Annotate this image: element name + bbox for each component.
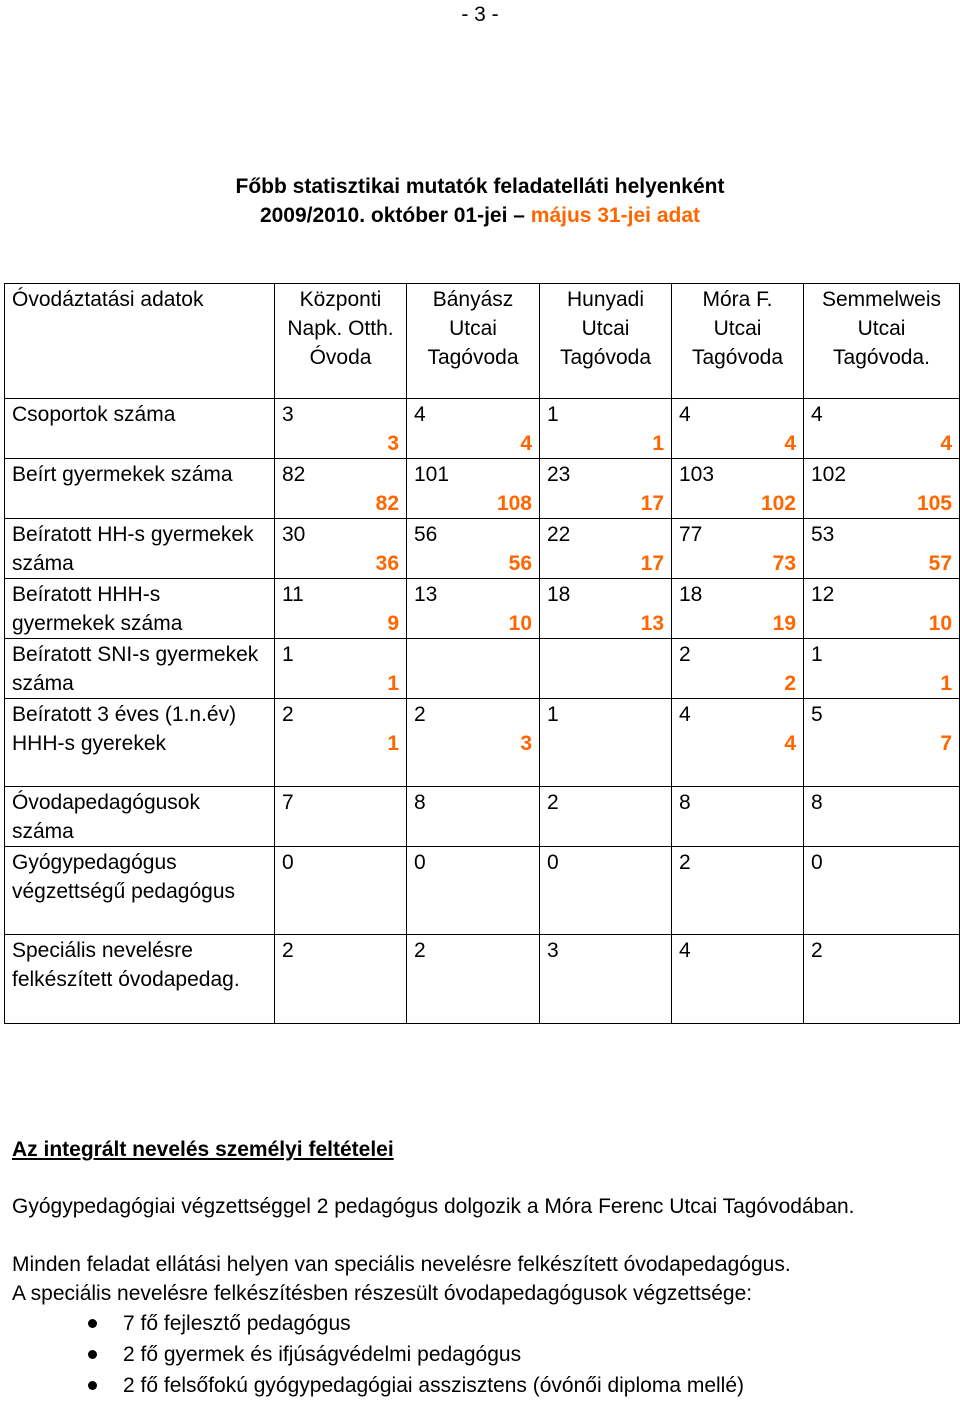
document-title — [0, 172, 960, 230]
data-cell — [540, 459, 672, 519]
data-cell: 3 — [540, 935, 672, 1024]
cell-value-bottom: 1 — [387, 672, 399, 695]
cell-value-bottom: 102 — [760, 492, 796, 515]
table-row — [5, 519, 960, 579]
cell-value-bottom: 17 — [640, 552, 664, 575]
cell-value-bottom: 108 — [496, 492, 532, 515]
cell-value-bottom: 1 — [652, 432, 664, 455]
cell-value-top: 1 — [811, 643, 823, 666]
data-cell — [407, 399, 540, 459]
section-heading: Az integrált nevelés személyi feltételei — [12, 1138, 394, 1161]
table-row — [5, 459, 960, 519]
data-cell — [672, 639, 804, 699]
cell-value-bottom: 19 — [772, 612, 796, 635]
cell-value-top: 56 — [414, 523, 438, 546]
header-cell: Bányász Utcai Tagóvoda — [407, 284, 540, 399]
data-cell — [672, 459, 804, 519]
cell-value-top: 12 — [811, 583, 835, 606]
cell-value-bottom: 7 — [940, 732, 952, 755]
table-header-row — [5, 284, 960, 399]
data-cell — [275, 399, 407, 459]
data-cell — [804, 579, 960, 639]
cell-value-top: 101 — [414, 463, 450, 486]
cell-value-top: 103 — [679, 463, 715, 486]
data-cell: 2 — [672, 847, 804, 935]
table-row — [5, 935, 960, 1024]
cell-value-bottom: 56 — [508, 552, 532, 575]
table-row — [5, 399, 960, 459]
data-cell — [407, 519, 540, 579]
title-date-accent: május 31-jei adat — [530, 204, 701, 227]
cell-value-bottom: 73 — [772, 552, 796, 575]
bullet-icon — [88, 1381, 97, 1390]
header-cell: Móra F. Utcai Tagóvoda — [672, 284, 804, 399]
header-cell: Központi Napk. Otth. Óvoda — [275, 284, 407, 399]
page-number: - 3 - — [461, 3, 499, 26]
row-label: Beíratott 3 éves (1.n.év) HHH-s gyerekek — [5, 699, 275, 787]
table-row — [5, 699, 960, 787]
list-item — [12, 1370, 744, 1401]
data-cell — [275, 699, 407, 787]
row-label: Beíratott HHH-s gyermekek száma — [5, 579, 275, 639]
cell-value-bottom: 13 — [640, 612, 664, 635]
cell-value-bottom: 4 — [784, 432, 796, 455]
data-cell — [540, 579, 672, 639]
data-cell — [275, 579, 407, 639]
cell-value-bottom: 17 — [640, 492, 664, 515]
cell-value-top: 4 — [679, 403, 691, 426]
cell-value-top: 4 — [811, 403, 823, 426]
header-cell: Hunyadi Utcai Tagóvoda — [540, 284, 672, 399]
data-cell: 8 — [804, 787, 960, 847]
data-cell — [540, 519, 672, 579]
data-cell — [275, 639, 407, 699]
data-cell — [804, 519, 960, 579]
data-cell: 8 — [672, 787, 804, 847]
data-cell — [804, 399, 960, 459]
table-row — [5, 579, 960, 639]
title-date-prefix: 2009/2010. október 01-jei – — [259, 204, 531, 227]
bullet-icon — [88, 1350, 97, 1359]
cell-value-bottom: 1 — [387, 732, 399, 755]
row-label: Beíratott SNI-s gyermekek száma — [5, 639, 275, 699]
cell-value-top: 77 — [679, 523, 703, 546]
paragraph-specialists: Gyógypedagógiai végzettséggel 2 pedagógus dolgozik a Móra Ferenc Utcai Tagóvodában. — [12, 1195, 855, 1218]
table-row — [5, 787, 960, 847]
data-cell: 2 — [407, 935, 540, 1024]
data-cell: 8 — [407, 787, 540, 847]
bullet-icon — [88, 1319, 97, 1328]
header-cell: Óvodáztatási adatok — [5, 284, 275, 399]
cell-value-top: 18 — [679, 583, 703, 606]
cell-value-top: 4 — [679, 703, 691, 726]
data-cell — [804, 639, 960, 699]
cell-value-bottom: 3 — [520, 732, 532, 755]
cell-value-top: 18 — [547, 583, 571, 606]
cell-value-top: 82 — [282, 463, 306, 486]
cell-value-bottom: 4 — [784, 732, 796, 755]
row-label: Óvodapedagógusok száma — [5, 787, 275, 847]
data-cell — [275, 519, 407, 579]
cell-value-top: 11 — [282, 583, 304, 606]
cell-value-top: 2 — [414, 703, 426, 726]
cell-value-top: 13 — [414, 583, 438, 606]
list-item — [12, 1308, 744, 1339]
table-row — [5, 847, 960, 935]
data-cell: 0 — [407, 847, 540, 935]
list-item-text: 2 fő gyermek és ifjúságvédelmi pedagógus — [123, 1343, 522, 1366]
data-cell — [540, 399, 672, 459]
data-cell: 2 — [275, 935, 407, 1024]
title-line-2 — [0, 201, 960, 230]
cell-value-top: 5 — [811, 703, 823, 726]
cell-value-top: 1 — [547, 703, 559, 726]
data-cell: 7 — [275, 787, 407, 847]
cell-value-top: 2 — [679, 643, 691, 666]
row-label: Speciális nevelésre felkészített óvodapedag. — [5, 935, 275, 1024]
table-row — [5, 639, 960, 699]
cell-value-bottom: 82 — [375, 492, 399, 515]
cell-value-top: 23 — [547, 463, 571, 486]
data-cell — [275, 459, 407, 519]
paragraph-qualifications: A speciális nevelésre felkészítésben részesült óvodapedagógusok végzettsége: — [12, 1282, 753, 1305]
list-item-text: 7 fő fejlesztő pedagógus — [123, 1312, 351, 1335]
paragraph-coverage: Minden feladat ellátási helyen van speciális nevelésre felkészített óvodapedagógus. — [12, 1253, 791, 1276]
cell-value-bottom: 1 — [940, 672, 952, 695]
cell-value-bottom: 9 — [387, 612, 399, 635]
cell-value-top: 102 — [811, 463, 847, 486]
cell-value-bottom: 105 — [916, 492, 952, 515]
list-item-text: 2 fő felsőfokú gyógypedagógiai asszisztens (óvónői diploma mellé) — [123, 1374, 745, 1397]
cell-value-top: 1 — [547, 403, 559, 426]
data-cell — [540, 699, 672, 787]
row-label: Gyógypedagógus végzettségű pedagógus — [5, 847, 275, 935]
data-cell — [804, 699, 960, 787]
title-line-1: Főbb statisztikai mutatók feladatelláti helyenként — [235, 175, 725, 198]
statistics-table — [4, 283, 960, 1024]
data-cell — [804, 459, 960, 519]
data-cell — [407, 579, 540, 639]
data-cell — [407, 459, 540, 519]
data-cell: 0 — [275, 847, 407, 935]
cell-value-bottom: 3 — [387, 432, 399, 455]
cell-value-bottom: 36 — [375, 552, 399, 575]
row-label: Csoportok száma — [5, 399, 275, 459]
data-cell — [672, 699, 804, 787]
cell-value-top: 2 — [282, 703, 294, 726]
cell-value-bottom: 2 — [784, 672, 796, 695]
cell-value-top: 53 — [811, 523, 835, 546]
row-label: Beíratott HH-s gyermekek száma — [5, 519, 275, 579]
row-label: Beírt gyermekek száma — [5, 459, 275, 519]
data-cell: 0 — [804, 847, 960, 935]
data-cell — [540, 639, 672, 699]
data-cell — [672, 579, 804, 639]
data-cell — [407, 699, 540, 787]
data-cell: 4 — [672, 935, 804, 1024]
cell-value-top: 4 — [414, 403, 426, 426]
cell-value-top: 1 — [282, 643, 294, 666]
header-cell: Semmelweis Utcai Tagóvoda. — [804, 284, 960, 399]
cell-value-top: 3 — [282, 403, 294, 426]
cell-value-bottom: 10 — [928, 612, 952, 635]
data-cell — [672, 399, 804, 459]
data-cell: 2 — [804, 935, 960, 1024]
data-cell — [672, 519, 804, 579]
cell-value-bottom: 10 — [508, 612, 532, 635]
cell-value-bottom: 4 — [520, 432, 532, 455]
data-cell — [407, 639, 540, 699]
data-cell: 2 — [540, 787, 672, 847]
qualification-list — [12, 1308, 744, 1401]
data-cell: 0 — [540, 847, 672, 935]
cell-value-bottom: 4 — [940, 432, 952, 455]
cell-value-top: 30 — [282, 523, 306, 546]
cell-value-top: 22 — [547, 523, 571, 546]
cell-value-bottom: 57 — [928, 552, 952, 575]
list-item — [12, 1339, 744, 1370]
